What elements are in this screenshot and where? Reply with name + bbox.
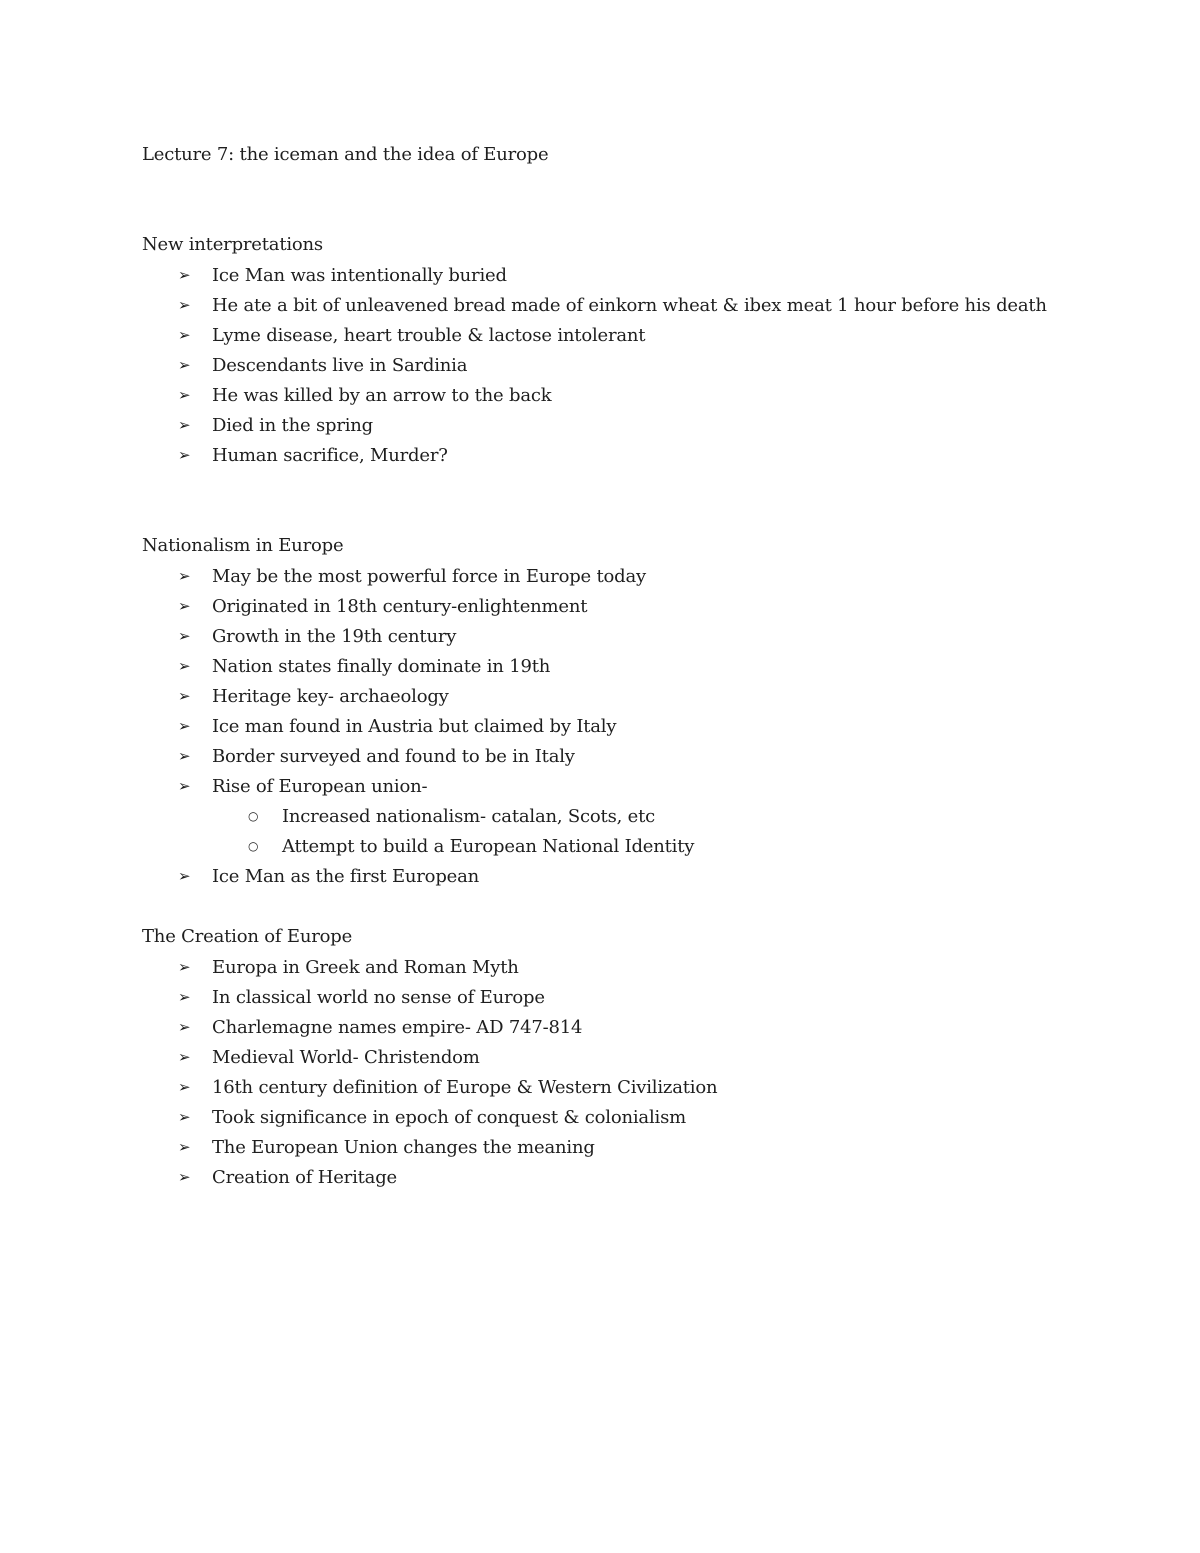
list-item-text: Heritage key- archaeology — [212, 686, 449, 707]
document-title: Lecture 7: the iceman and the idea of Europe — [142, 144, 549, 165]
list-item — [178, 956, 519, 979]
sub-list-item-text: Increased nationalism- catalan, Scots, etc — [282, 806, 656, 827]
list-item — [178, 655, 550, 678]
list-item-text: Nation states finally dominate in 19th — [212, 656, 551, 677]
list-item-text: May be the most powerful force in Europe today — [212, 566, 646, 587]
list-item — [178, 775, 427, 798]
list-item-text: Took significance in epoch of conquest & colonialism — [212, 1107, 686, 1128]
list-item-text: Creation of Heritage — [212, 1167, 397, 1188]
list-item — [178, 1076, 717, 1099]
list-item-text: 16th century definition of Europe & Western Civilization — [212, 1077, 718, 1098]
list-item-text: Died in the spring — [212, 415, 373, 436]
section-heading-new-interpretations: New interpretations — [142, 234, 323, 255]
list-item — [178, 865, 479, 888]
arrowhead-bullet-icon: ➢ — [178, 597, 191, 615]
list-item — [178, 1136, 595, 1159]
arrowhead-bullet-icon: ➢ — [178, 266, 191, 284]
list-item — [178, 324, 645, 347]
hollow-circle-bullet-icon: ○ — [248, 839, 259, 853]
list-item — [178, 294, 1047, 317]
sub-list-item — [248, 835, 694, 858]
list-item-text: Descendants live in Sardinia — [212, 355, 468, 376]
list-item-text: Ice Man as the first European — [212, 866, 480, 887]
arrowhead-bullet-icon: ➢ — [178, 717, 191, 735]
list-item-text: Ice man found in Austria but claimed by Italy — [212, 716, 617, 737]
arrowhead-bullet-icon: ➢ — [178, 326, 191, 344]
arrowhead-bullet-icon: ➢ — [178, 1168, 191, 1186]
arrowhead-bullet-icon: ➢ — [178, 1138, 191, 1156]
list-item-text: Europa in Greek and Roman Myth — [212, 957, 519, 978]
sub-list-item — [248, 805, 655, 828]
list-item — [178, 685, 449, 708]
arrowhead-bullet-icon: ➢ — [178, 386, 191, 404]
list-item — [178, 414, 373, 437]
arrowhead-bullet-icon: ➢ — [178, 988, 191, 1006]
arrowhead-bullet-icon: ➢ — [178, 657, 191, 675]
list-item-text: In classical world no sense of Europe — [212, 987, 545, 1008]
arrowhead-bullet-icon: ➢ — [178, 687, 191, 705]
list-item — [178, 354, 467, 377]
list-item — [178, 986, 545, 1009]
arrowhead-bullet-icon: ➢ — [178, 1018, 191, 1036]
list-item — [178, 384, 551, 407]
list-item — [178, 1046, 480, 1069]
arrowhead-bullet-icon: ➢ — [178, 1048, 191, 1066]
arrowhead-bullet-icon: ➢ — [178, 1078, 191, 1096]
list-item — [178, 1166, 397, 1189]
list-item — [178, 444, 448, 467]
list-item-text: Rise of European union- — [212, 776, 428, 797]
list-item-text: Charlemagne names empire- AD 747-814 — [212, 1017, 583, 1038]
list-item-text: He was killed by an arrow to the back — [212, 385, 552, 406]
list-item — [178, 264, 507, 287]
arrowhead-bullet-icon: ➢ — [178, 627, 191, 645]
list-item-text: Growth in the 19th century — [212, 626, 457, 647]
arrowhead-bullet-icon: ➢ — [178, 747, 191, 765]
list-item-text: Medieval World- Christendom — [212, 1047, 480, 1068]
hollow-circle-bullet-icon: ○ — [248, 809, 259, 823]
arrowhead-bullet-icon: ➢ — [178, 867, 191, 885]
list-item — [178, 625, 456, 648]
section-heading-nationalism: Nationalism in Europe — [142, 535, 344, 556]
arrowhead-bullet-icon: ➢ — [178, 567, 191, 585]
list-item-text: Border surveyed and found to be in Italy — [212, 746, 575, 767]
arrowhead-bullet-icon: ➢ — [178, 296, 191, 314]
arrowhead-bullet-icon: ➢ — [178, 446, 191, 464]
arrowhead-bullet-icon: ➢ — [178, 356, 191, 374]
section-heading-creation-of-europe: The Creation of Europe — [142, 926, 353, 947]
list-item — [178, 715, 616, 738]
arrowhead-bullet-icon: ➢ — [178, 958, 191, 976]
list-item — [178, 595, 587, 618]
list-item — [178, 745, 575, 768]
list-item-text: Ice Man was intentionally buried — [212, 265, 507, 286]
list-item-text: Originated in 18th century-enlightenment — [212, 596, 588, 617]
list-item — [178, 1016, 582, 1039]
arrowhead-bullet-icon: ➢ — [178, 1108, 191, 1126]
sub-list-item-text: Attempt to build a European National Identity — [282, 836, 695, 857]
list-item — [178, 1106, 686, 1129]
list-item-text: The European Union changes the meaning — [212, 1137, 595, 1158]
list-item — [178, 565, 646, 588]
list-item-text: Human sacrifice, Murder? — [212, 445, 448, 466]
arrowhead-bullet-icon: ➢ — [178, 416, 191, 434]
list-item-text: He ate a bit of unleavened bread made of einkorn wheat & ibex meat 1 hour before his death — [212, 295, 1047, 316]
list-item-text: Lyme disease, heart trouble & lactose intolerant — [212, 325, 646, 346]
arrowhead-bullet-icon: ➢ — [178, 777, 191, 795]
